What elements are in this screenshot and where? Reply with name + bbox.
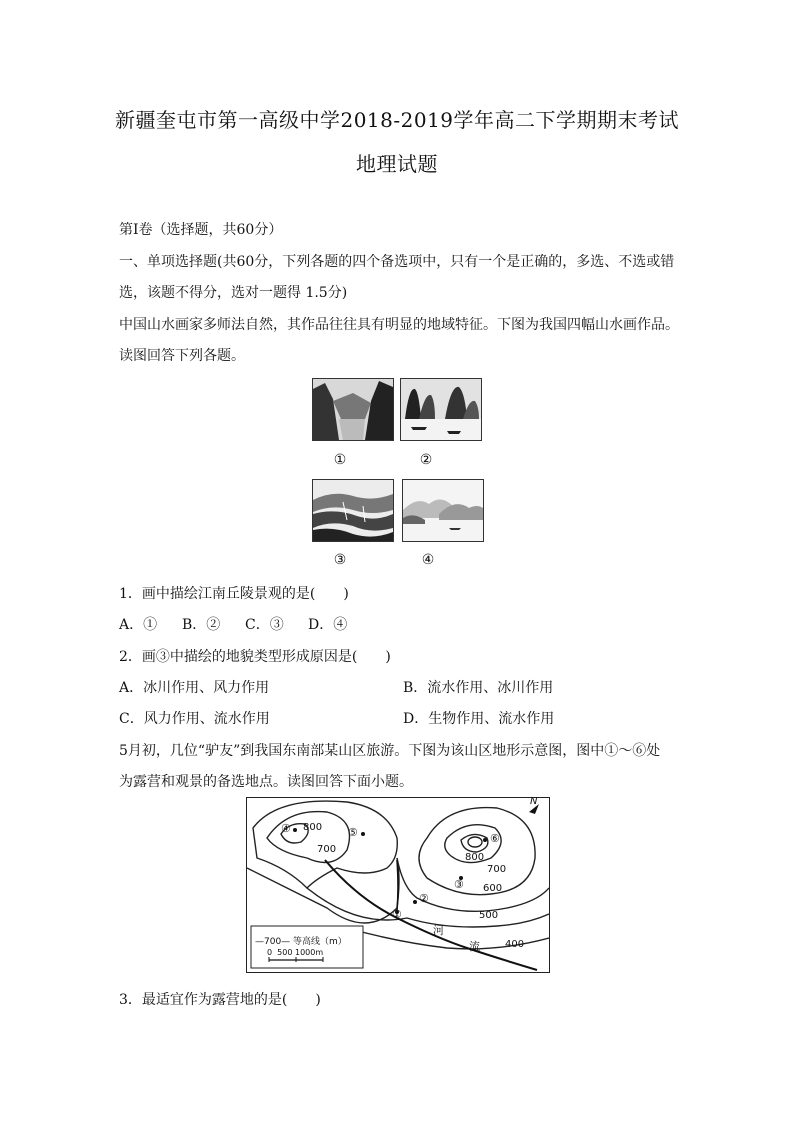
painting-3-label: ③ [333,552,347,568]
map-point-6: ⑥ [490,832,500,845]
question-1-option-c: C．③ [245,617,284,633]
question-2-option-c: C．风力作用、流水作用 [119,711,270,727]
question-2-option-a: A．冰川作用、风力作用 [119,680,270,696]
painting-2-label: ② [419,452,433,468]
hills-lake-painting-icon [403,480,483,541]
intro2-line-2: 为露营和观景的备选地点。读图回答下面小题。 [119,774,413,790]
mountain-gorge-painting-icon [313,379,393,440]
question-1-option-d: D．④ [308,617,348,633]
section-heading: 第Ⅰ卷（选择题，共60分） [119,222,283,238]
map-point-3: ③ [454,878,464,891]
instruction-line-1: 一、单项选择题(共60分，下列各题的四个备选项中，只有一个是正确的，多选、不选或错 [119,254,675,270]
karst-peaks-painting-icon [401,379,481,440]
map-point-4: ④ [281,822,291,835]
question-2-option-b: B．流水作用、冰川作用 [403,680,554,696]
exam-title: 新疆奎屯市第一高级中学2018-2019学年高二下学期期末考试 [114,108,680,132]
map-point-2: ② [419,892,429,905]
contour-label-700-left: 700 [317,844,337,855]
question-1-option-b: B．② [182,617,221,633]
loess-plateau-painting-icon [313,480,393,541]
question-2-option-d: D．生物作用、流水作用 [403,711,555,727]
river-label-2: 流 [469,940,480,953]
map-point-5: ⑤ [348,826,358,839]
painting-2 [400,378,482,441]
contour-label-800-left: 800 [303,822,323,833]
intro2-line-1: 5月初，几位“驴友”到我国东南部某山区旅游。下图为该山区地形示意图，图中①～⑥处 [119,743,661,759]
painting-4 [402,479,484,542]
intro1-line-1: 中国山水画家多师法自然，其作品往往具有明显的地域特征。下图为我国四幅山水画作品。 [119,317,679,333]
painting-1 [312,378,394,441]
north-label: N [530,796,538,807]
exam-subtitle: 地理试题 [356,152,438,176]
river-label-1: 河 [433,924,444,937]
contour-label-800-right: 800 [465,852,485,863]
contour-label-600: 600 [483,883,503,894]
painting-1-label: ① [333,452,347,468]
topographic-map [246,797,550,973]
instruction-line-2: 选，该题不得分，选对一题得 1.5分) [119,285,348,301]
question-1-stem: 1．画中描绘江南丘陵景观的是( ) [119,586,349,602]
intro1-line-2: 读图回答下列各题。 [119,348,245,364]
contour-label-400: 400 [505,939,525,950]
contour-label-700-right: 700 [487,864,507,875]
question-1-option-a: A．① [119,617,158,633]
legend-scale: 0 500 1000m [267,948,324,957]
map-point-1: ① [392,908,402,921]
contour-label-500: 500 [479,910,499,921]
question-3-stem: 3．最适宜作为露营地的是( ) [119,992,321,1008]
painting-3 [312,479,394,542]
legend-contour: —700— 等高线（m） [255,937,347,947]
painting-4-label: ④ [421,552,435,568]
question-2-stem: 2．画③中描绘的地貌类型形成原因是( ) [119,649,391,665]
